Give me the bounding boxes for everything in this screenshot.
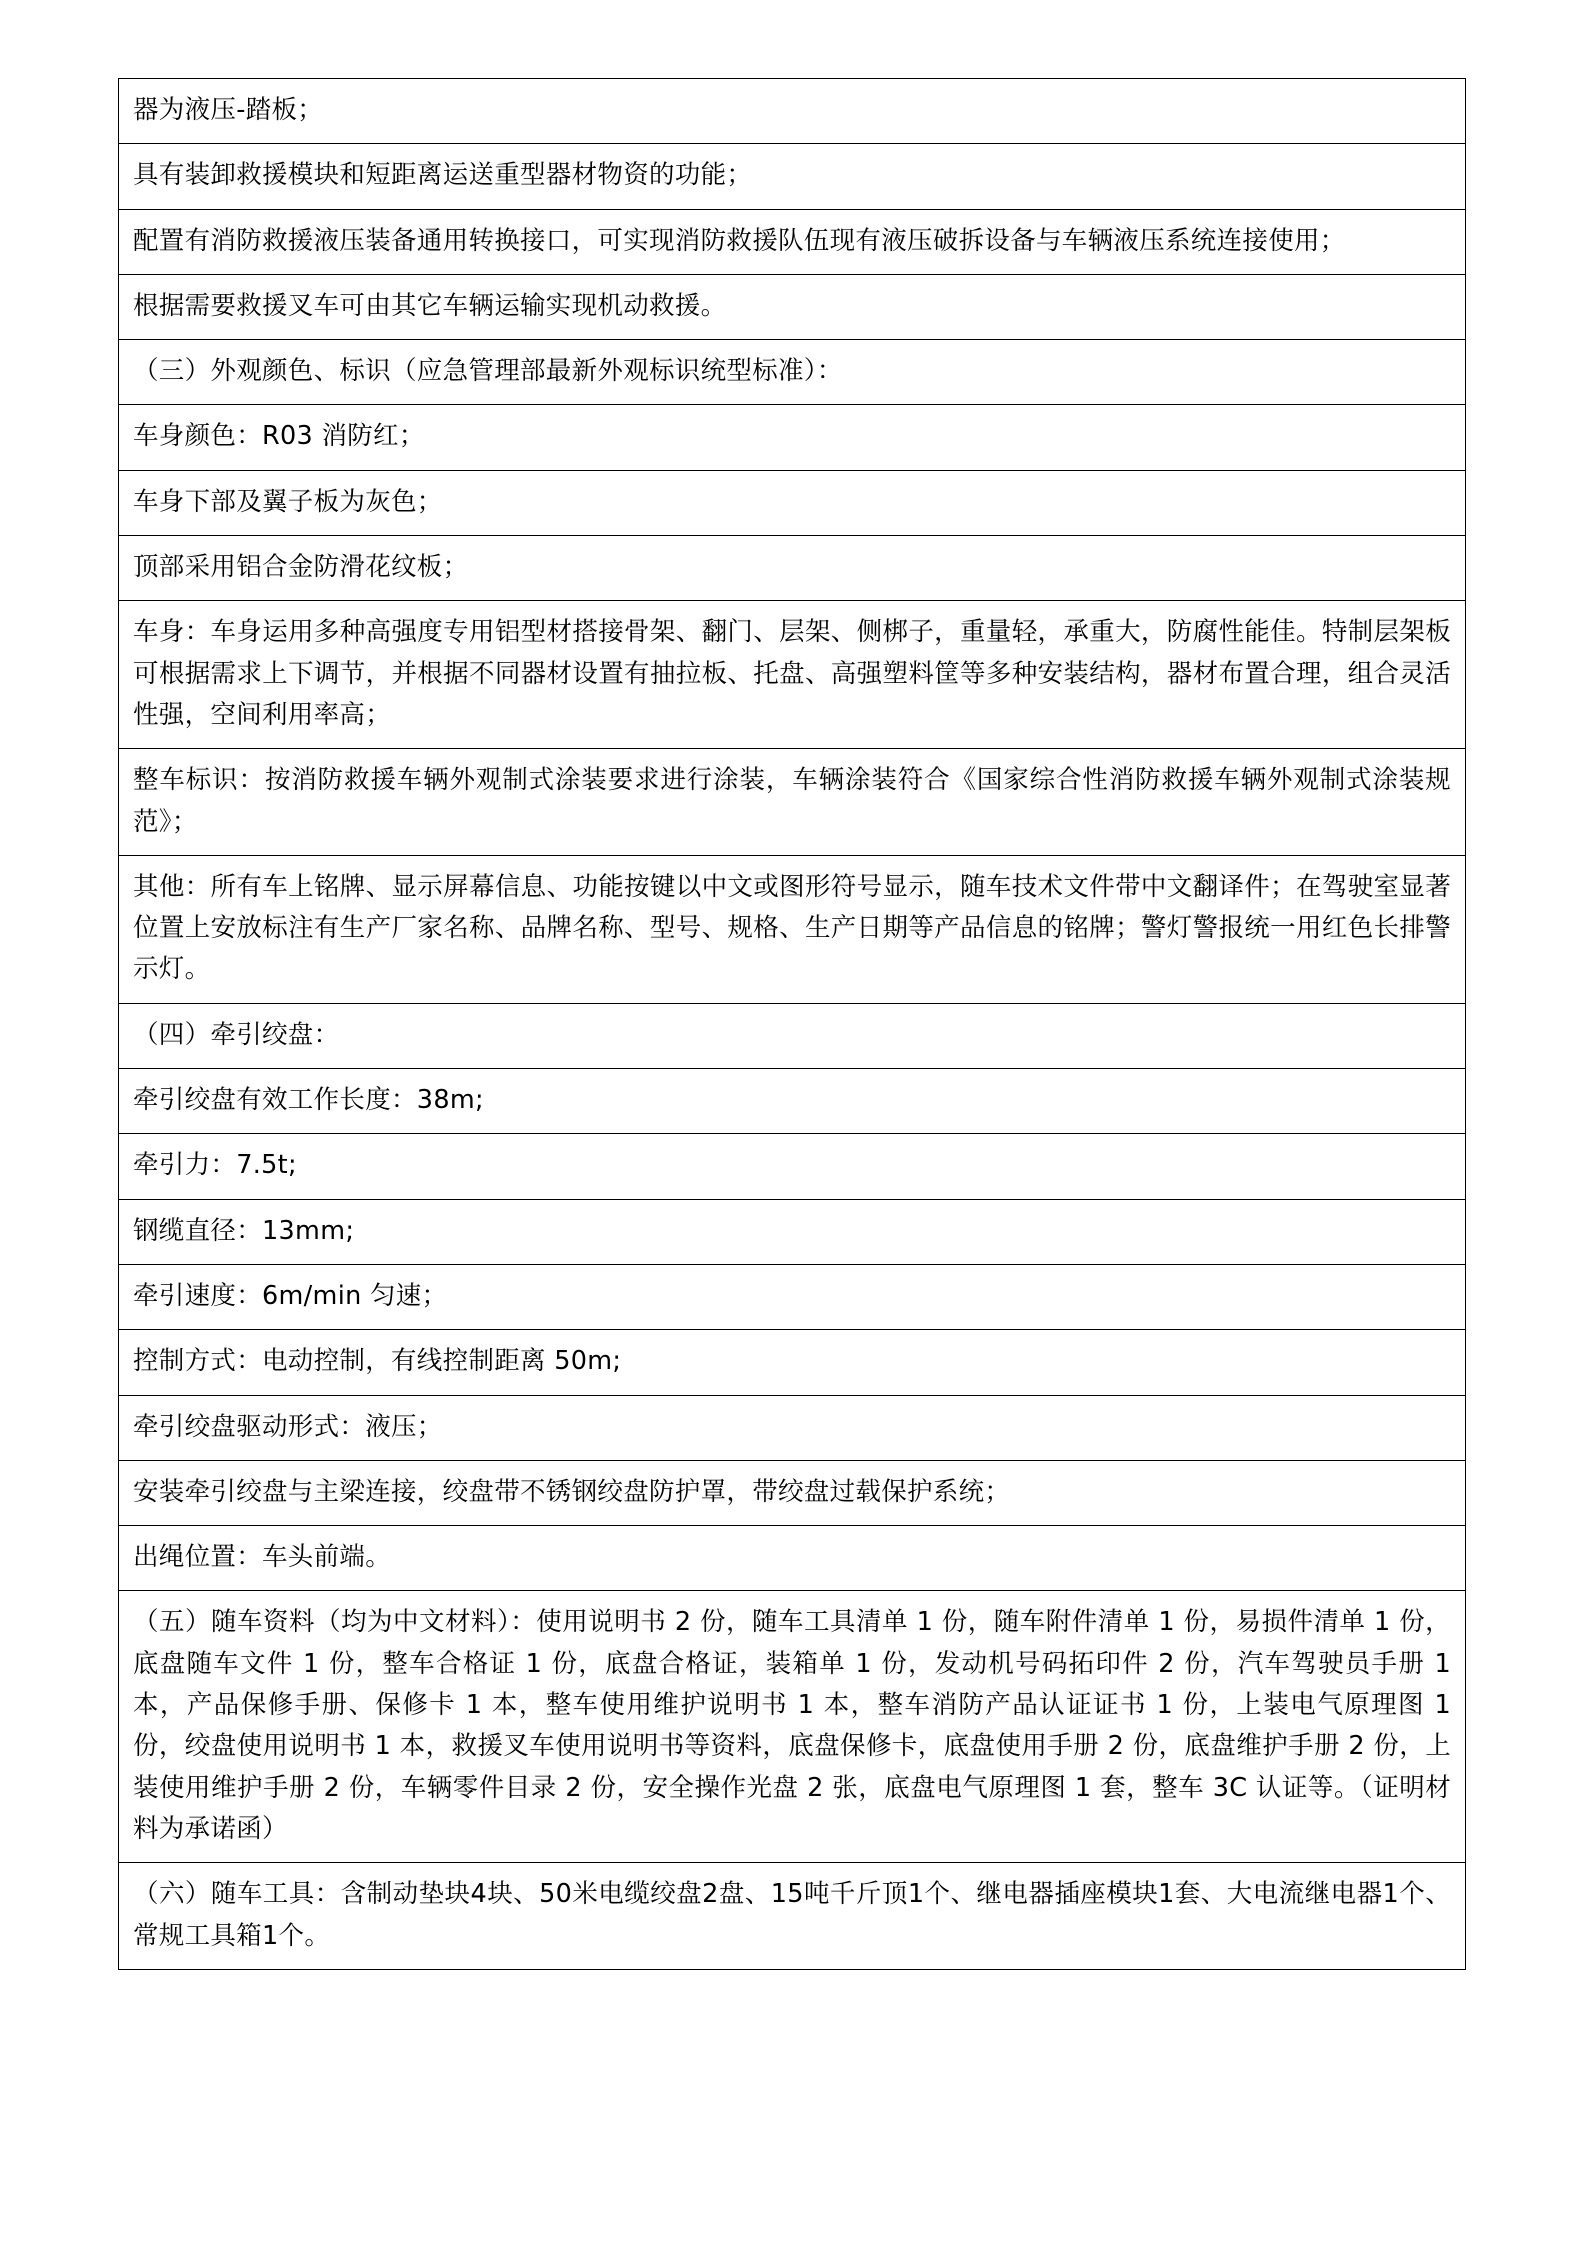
table-row (119, 1526, 1466, 1591)
table-row (119, 1591, 1466, 1863)
table-cell-text: 安装牵引绞盘与主梁连接，绞盘带不锈钢绞盘防护罩，带绞盘过载保护系统； (119, 1460, 1466, 1525)
table-cell-text: 车身：车身运用多种高强度专用铝型材搭接骨架、翻门、层架、侧梆子，重量轻，承重大，防腐性能佳。特制层架板可根据需求上下调节，并根据不同器材设置有抽拉板、托盘、高强塑料筐等多种安装结构，器材布置合理，组合灵活性强，空间利用率高； (119, 601, 1466, 749)
table-row (119, 340, 1466, 405)
table-row (119, 1264, 1466, 1329)
table-row (119, 405, 1466, 470)
table-row (119, 274, 1466, 339)
specification-table (118, 78, 1466, 1970)
table-cell-text: 车身下部及翼子板为灰色； (119, 470, 1466, 535)
table-cell-text: 整车标识：按消防救援车辆外观制式涂装要求进行涂装，车辆涂装符合《国家综合性消防救援车辆外观制式涂装规范》； (119, 749, 1466, 856)
table-cell-text: 器为液压-踏板； (119, 79, 1466, 144)
table-row (119, 79, 1466, 144)
table-cell-text: 控制方式：电动控制，有线控制距离 50m; (119, 1330, 1466, 1395)
table-row (119, 470, 1466, 535)
table-cell-text: （四）牵引绞盘： (119, 1003, 1466, 1068)
table-row (119, 1003, 1466, 1068)
table-cell-text: （五）随车资料（均为中文材料）：使用说明书 2 份，随车工具清单 1 份，随车附件清单 1 份，易损件清单 1 份，底盘随车文件 1 份，整车合格证 1 份，底盘合格证，装箱单 1 份，发动机号码拓印件 2 份，汽车驾驶员手册 1 本，产品保修手册、保修卡 1 本，整车使用维护说明书 1 本，整车消防产品认证证书 1 份，上装电气原理图 1 份，绞盘使用说明书 1 本，救援叉车使用说明书等资料，底盘保修卡，底盘使用手册 2 份，底盘维护手册 2 份，上装使用维护手册 2 份，车辆零件目录 2 份，安全操作光盘 2 张，底盘电气原理图 1 套，整车 3C 认证等。（证明材料为承诺函） (119, 1591, 1466, 1863)
table-row (119, 855, 1466, 1003)
table-row (119, 1330, 1466, 1395)
table-row (119, 601, 1466, 749)
table-row (119, 1199, 1466, 1264)
table-row (119, 1134, 1466, 1199)
table-row (119, 1863, 1466, 1970)
table-cell-text: 牵引绞盘驱动形式：液压； (119, 1395, 1466, 1460)
table-cell-text: （六）随车工具：含制动垫块4块、50米电缆绞盘2盘、15吨千斤顶1个、继电器插座模块1套、大电流继电器1个、常规工具箱1个。 (119, 1863, 1466, 1970)
table-body (119, 79, 1466, 1970)
table-row (119, 1460, 1466, 1525)
table-row (119, 1069, 1466, 1134)
table-cell-text: 牵引力：7.5t; (119, 1134, 1466, 1199)
table-row (119, 209, 1466, 274)
table-row (119, 749, 1466, 856)
table-row (119, 144, 1466, 209)
table-cell-text: 其他：所有车上铭牌、显示屏幕信息、功能按键以中文或图形符号显示，随车技术文件带中文翻译件；在驾驶室显著位置上安放标注有生产厂家名称、品牌名称、型号、规格、生产日期等产品信息的铭牌；警灯警报统一用红色长排警示灯。 (119, 855, 1466, 1003)
table-cell-text: 配置有消防救援液压装备通用转换接口，可实现消防救援队伍现有液压破拆设备与车辆液压系统连接使用； (119, 209, 1466, 274)
table-cell-text: 出绳位置：车头前端。 (119, 1526, 1466, 1591)
table-row (119, 536, 1466, 601)
table-cell-text: （三）外观颜色、标识（应急管理部最新外观标识统型标准）： (119, 340, 1466, 405)
table-row (119, 1395, 1466, 1460)
table-cell-text: 牵引绞盘有效工作长度：38m; (119, 1069, 1466, 1134)
table-cell-text: 牵引速度：6m/min 匀速； (119, 1264, 1466, 1329)
table-cell-text: 具有装卸救援模块和短距离运送重型器材物资的功能； (119, 144, 1466, 209)
table-cell-text: 车身颜色：R03 消防红； (119, 405, 1466, 470)
table-cell-text: 钢缆直径：13mm; (119, 1199, 1466, 1264)
table-cell-text: 根据需要救援叉车可由其它车辆运输实现机动救援。 (119, 274, 1466, 339)
table-cell-text: 顶部采用铝合金防滑花纹板； (119, 536, 1466, 601)
